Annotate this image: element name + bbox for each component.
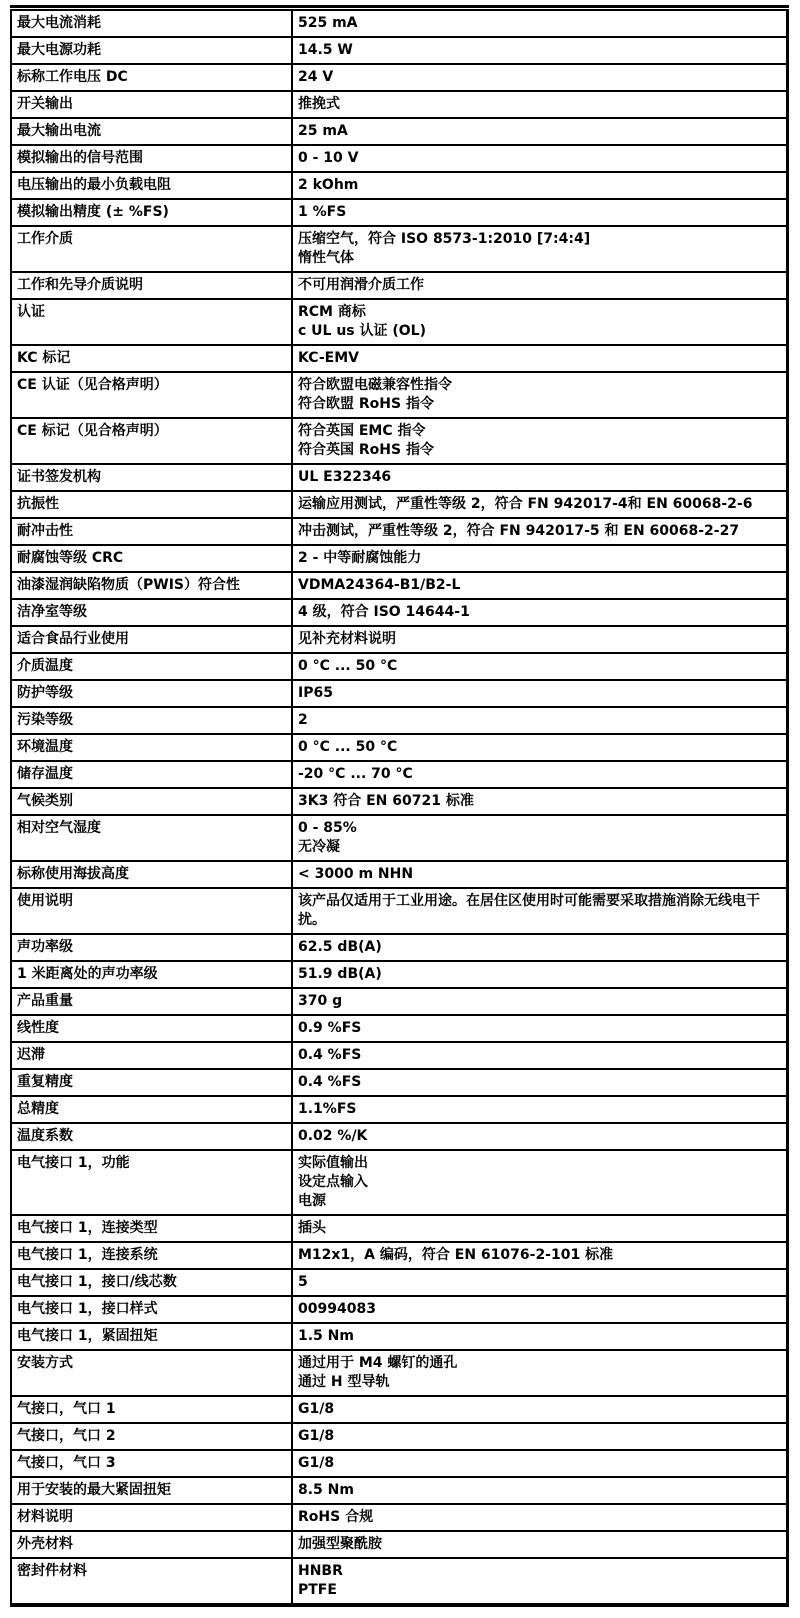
table-row — [11, 345, 788, 372]
spec-label: 气候类别 — [11, 788, 292, 815]
spec-value-line: 该产品仅适用于工业用途。在居住区使用时可能需要采取措施消除无线电干扰。 — [298, 893, 760, 928]
spec-value — [292, 37, 788, 64]
table-row — [11, 199, 788, 226]
spec-value-line: 压缩空气，符合 ISO 8573-1:2010 [7:4:4] — [298, 231, 591, 247]
spec-label: 证书签发机构 — [11, 464, 292, 491]
spec-value-line: -20 °C ... 70 °C — [298, 766, 413, 782]
spec-value-line: 2 — [298, 712, 308, 728]
table-row — [11, 1558, 788, 1603]
spec-label: 最大输出电流 — [11, 118, 292, 145]
spec-label: 最大电流消耗 — [11, 10, 292, 37]
table-row — [11, 707, 788, 734]
spec-value-line: 0 - 10 V — [298, 150, 359, 166]
spec-value-line: 4 级，符合 ISO 14644-1 — [298, 604, 470, 620]
spec-label: 适合食品行业使用 — [11, 626, 292, 653]
spec-label: 开关输出 — [11, 91, 292, 118]
spec-label: 迟滞 — [11, 1042, 292, 1069]
spec-value — [292, 1150, 788, 1215]
spec-value-line: 2 kOhm — [298, 177, 359, 193]
table-row — [11, 272, 788, 299]
table-row — [11, 118, 788, 145]
spec-value-line: 14.5 W — [298, 42, 353, 58]
table-row — [11, 545, 788, 572]
spec-label: 防护等级 — [11, 680, 292, 707]
table-row — [11, 1150, 788, 1215]
spec-label: 污染等级 — [11, 707, 292, 734]
table-row — [11, 599, 788, 626]
table-row — [11, 1323, 788, 1350]
spec-value — [292, 1350, 788, 1396]
spec-value — [292, 815, 788, 861]
spec-value — [292, 1069, 788, 1096]
spec-value — [292, 299, 788, 345]
spec-value — [292, 1558, 788, 1603]
spec-label: 电气接口 1，紧固扭矩 — [11, 1323, 292, 1350]
table-row — [11, 518, 788, 545]
spec-label: 环境温度 — [11, 734, 292, 761]
spec-label: 重复精度 — [11, 1069, 292, 1096]
spec-label: 耐冲击性 — [11, 518, 292, 545]
spec-value — [292, 1477, 788, 1504]
spec-label: 电气接口 1，接口/线芯数 — [11, 1269, 292, 1296]
spec-value — [292, 1396, 788, 1423]
table-row — [11, 226, 788, 272]
spec-value-line: 8.5 Nm — [298, 1482, 354, 1498]
spec-label: 温度系数 — [11, 1123, 292, 1150]
table-row — [11, 761, 788, 788]
spec-label: 电气接口 1，接口样式 — [11, 1296, 292, 1323]
table-row — [11, 1296, 788, 1323]
spec-value — [292, 888, 788, 934]
spec-table — [10, 9, 789, 1603]
spec-value — [292, 1323, 788, 1350]
spec-value — [292, 1423, 788, 1450]
spec-value-line: KC-EMV — [298, 350, 359, 366]
spec-value-line: 62.5 dB(A) — [298, 939, 382, 955]
spec-value — [292, 961, 788, 988]
spec-label: 洁净室等级 — [11, 599, 292, 626]
spec-value — [292, 1215, 788, 1242]
spec-value-line: 实际值输出 — [298, 1155, 368, 1171]
spec-value-line: 0.02 %/K — [298, 1128, 368, 1144]
spec-value — [292, 572, 788, 599]
spec-value-line: 00994083 — [298, 1301, 376, 1317]
spec-value — [292, 1042, 788, 1069]
spec-label: 耐腐蚀等级 CRC — [11, 545, 292, 572]
spec-label: 工作介质 — [11, 226, 292, 272]
spec-value — [292, 10, 788, 37]
spec-value-line: 0 °C ... 50 °C — [298, 658, 398, 674]
spec-value-line: G1/8 — [298, 1455, 335, 1471]
table-row — [11, 1477, 788, 1504]
spec-value-line: 符合英国 EMC 指令 — [298, 423, 426, 439]
spec-value — [292, 464, 788, 491]
spec-value-line: 0 °C ... 50 °C — [298, 739, 398, 755]
spec-value — [292, 653, 788, 680]
spec-label: 总精度 — [11, 1096, 292, 1123]
spec-value — [292, 199, 788, 226]
spec-value-line: 插头 — [298, 1220, 326, 1236]
table-row — [11, 1504, 788, 1531]
spec-value — [292, 626, 788, 653]
spec-value-line: 通过 H 型导轨 — [298, 1374, 390, 1390]
spec-value-line: c UL us 认证 (OL) — [298, 323, 427, 339]
spec-label: 气接口，气口 2 — [11, 1423, 292, 1450]
spec-value-line: 51.9 dB(A) — [298, 966, 382, 982]
spec-value — [292, 707, 788, 734]
spec-value-line: 运输应用测试，严重性等级 2，符合 FN 942017-4和 EN 60068-2-6 — [298, 496, 753, 512]
table-row — [11, 1096, 788, 1123]
spec-value-line: RoHS 合规 — [298, 1509, 374, 1525]
spec-value-line: 见补充材料说明 — [298, 631, 396, 647]
spec-value — [292, 418, 788, 464]
spec-label: 相对空气湿度 — [11, 815, 292, 861]
table-row — [11, 1215, 788, 1242]
spec-label: 密封件材料 — [11, 1558, 292, 1603]
table-row — [11, 418, 788, 464]
table-row — [11, 1423, 788, 1450]
spec-value-line: 0.4 %FS — [298, 1047, 362, 1063]
spec-label: 抗振性 — [11, 491, 292, 518]
spec-label: 模拟输出精度 (± %FS) — [11, 199, 292, 226]
spec-value — [292, 680, 788, 707]
spec-value — [292, 372, 788, 418]
table-row — [11, 861, 788, 888]
table-row — [11, 1242, 788, 1269]
spec-value — [292, 91, 788, 118]
spec-value-line: 符合欧盟电磁兼容性指令 — [298, 377, 452, 393]
spec-value — [292, 599, 788, 626]
spec-label: 安装方式 — [11, 1350, 292, 1396]
spec-value — [292, 1531, 788, 1558]
spec-value-line: 电源 — [298, 1193, 326, 1209]
table-row — [11, 145, 788, 172]
spec-label: 工作和先导介质说明 — [11, 272, 292, 299]
spec-value — [292, 545, 788, 572]
spec-label: 模拟输出的信号范围 — [11, 145, 292, 172]
spec-value-line: 5 — [298, 1274, 308, 1290]
spec-label: 外壳材料 — [11, 1531, 292, 1558]
spec-value — [292, 145, 788, 172]
spec-label: 产品重量 — [11, 988, 292, 1015]
spec-label: 油漆湿润缺陷物质（PWIS）符合性 — [11, 572, 292, 599]
spec-label: CE 认证（见合格声明） — [11, 372, 292, 418]
spec-value — [292, 761, 788, 788]
spec-label: 气接口，气口 3 — [11, 1450, 292, 1477]
table-row — [11, 934, 788, 961]
table-row — [11, 1015, 788, 1042]
table-row — [11, 37, 788, 64]
table-row — [11, 372, 788, 418]
table-row — [11, 172, 788, 199]
spec-value — [292, 788, 788, 815]
spec-table-body — [11, 10, 788, 1603]
spec-value-line: 推挽式 — [298, 96, 340, 112]
spec-value-line: 符合英国 RoHS 指令 — [298, 442, 434, 458]
spec-value — [292, 491, 788, 518]
spec-value — [292, 1123, 788, 1150]
spec-label: 材料说明 — [11, 1504, 292, 1531]
spec-value-line: < 3000 m NHN — [298, 866, 414, 882]
spec-label: 电气接口 1，连接类型 — [11, 1215, 292, 1242]
spec-value-line: 24 V — [298, 69, 334, 85]
spec-value-line: 设定点输入 — [298, 1174, 368, 1190]
table-row — [11, 464, 788, 491]
spec-value — [292, 988, 788, 1015]
spec-value — [292, 1096, 788, 1123]
table-row — [11, 10, 788, 37]
table-row — [11, 734, 788, 761]
table-row — [11, 788, 788, 815]
spec-value-line: VDMA24364-B1/B2-L — [298, 577, 461, 593]
spec-value-line: 3K3 符合 EN 60721 标准 — [298, 793, 474, 809]
table-row — [11, 815, 788, 861]
spec-value — [292, 1242, 788, 1269]
spec-value-line: 1.1%FS — [298, 1101, 357, 1117]
spec-label: 用于安装的最大紧固扭矩 — [11, 1477, 292, 1504]
spec-value-line: 525 mA — [298, 15, 358, 31]
spec-value — [292, 345, 788, 372]
spec-value — [292, 1504, 788, 1531]
spec-value — [292, 64, 788, 91]
table-row — [11, 680, 788, 707]
spec-value — [292, 172, 788, 199]
spec-value-line: 冲击测试，严重性等级 2，符合 FN 942017-5 和 EN 60068-2-27 — [298, 523, 740, 539]
table-row — [11, 1123, 788, 1150]
spec-value-line: IP65 — [298, 685, 333, 701]
spec-value-line: RCM 商标 — [298, 304, 366, 320]
table-row — [11, 653, 788, 680]
spec-value — [292, 1015, 788, 1042]
spec-value-line: M12x1，A 编码，符合 EN 61076-2-101 标准 — [298, 1247, 614, 1263]
table-row — [11, 1450, 788, 1477]
spec-label: 电气接口 1，连接系统 — [11, 1242, 292, 1269]
spec-value-line: 2 - 中等耐腐蚀能力 — [298, 550, 422, 566]
spec-label: 气接口，气口 1 — [11, 1396, 292, 1423]
spec-label: 介质温度 — [11, 653, 292, 680]
spec-value — [292, 272, 788, 299]
spec-label: 声功率级 — [11, 934, 292, 961]
table-row — [11, 1531, 788, 1558]
spec-value-line: 0.9 %FS — [298, 1020, 362, 1036]
spec-value-line: 通过用于 M4 螺钉的通孔 — [298, 1355, 458, 1371]
spec-value-line: 符合欧盟 RoHS 指令 — [298, 396, 434, 412]
spec-label: 使用说明 — [11, 888, 292, 934]
spec-value-line: 370 g — [298, 993, 343, 1009]
spec-value — [292, 1269, 788, 1296]
spec-value-line: HNBR — [298, 1563, 343, 1579]
spec-label: 电气接口 1，功能 — [11, 1150, 292, 1215]
table-row — [11, 1350, 788, 1396]
spec-label: 1 米距离处的声功率级 — [11, 961, 292, 988]
spec-value — [292, 861, 788, 888]
spec-value-line: 25 mA — [298, 123, 348, 139]
spec-value — [292, 226, 788, 272]
table-row — [11, 961, 788, 988]
spec-label: KC 标记 — [11, 345, 292, 372]
spec-value-line: G1/8 — [298, 1428, 335, 1444]
spec-label: 储存温度 — [11, 761, 292, 788]
table-row — [11, 572, 788, 599]
spec-value-line: UL E322346 — [298, 469, 392, 485]
table-row — [11, 491, 788, 518]
spec-value — [292, 118, 788, 145]
spec-value-line: 惰性气体 — [298, 250, 354, 266]
spec-label: 线性度 — [11, 1015, 292, 1042]
table-row — [11, 988, 788, 1015]
spec-value — [292, 518, 788, 545]
spec-value-line: 1 %FS — [298, 204, 347, 220]
spec-value — [292, 1296, 788, 1323]
table-row — [11, 1396, 788, 1423]
spec-table-wrap — [10, 5, 789, 1607]
spec-label: 认证 — [11, 299, 292, 345]
spec-value — [292, 734, 788, 761]
spec-value-line: 1.5 Nm — [298, 1328, 354, 1344]
spec-label: 标称使用海拔高度 — [11, 861, 292, 888]
table-row — [11, 888, 788, 934]
spec-label: CE 标记（见合格声明） — [11, 418, 292, 464]
table-row — [11, 91, 788, 118]
table-row — [11, 299, 788, 345]
spec-value — [292, 934, 788, 961]
spec-value-line: 不可用润滑介质工作 — [298, 277, 424, 293]
spec-value — [292, 1450, 788, 1477]
spec-label: 最大电源功耗 — [11, 37, 292, 64]
spec-value-line: 0.4 %FS — [298, 1074, 362, 1090]
spec-label: 标称工作电压 DC — [11, 64, 292, 91]
table-row — [11, 1269, 788, 1296]
spec-value-line: 加强型聚酰胺 — [298, 1536, 382, 1552]
spec-value-line: PTFE — [298, 1582, 337, 1598]
table-row — [11, 626, 788, 653]
spec-label: 电压输出的最小负载电阻 — [11, 172, 292, 199]
spec-value-line: G1/8 — [298, 1401, 335, 1417]
table-row — [11, 1069, 788, 1096]
spec-value-line: 0 - 85% — [298, 820, 357, 836]
spec-value-line: 无冷凝 — [298, 839, 340, 855]
table-row — [11, 64, 788, 91]
table-row — [11, 1042, 788, 1069]
